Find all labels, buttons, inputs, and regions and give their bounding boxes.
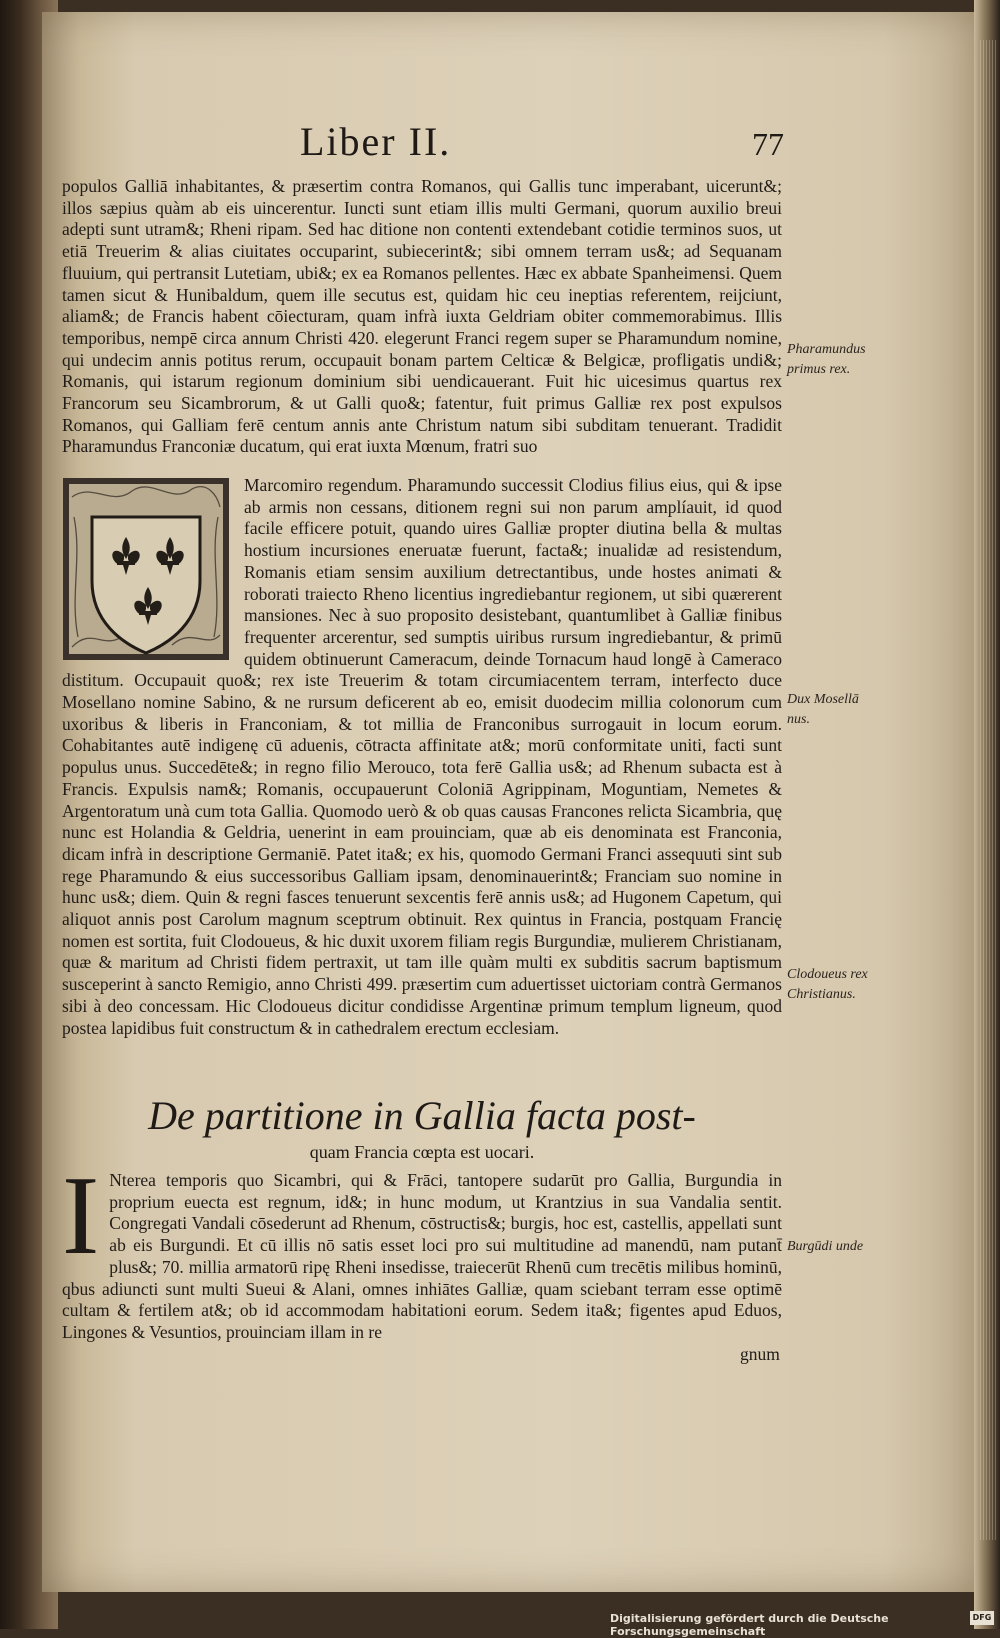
running-header: Liber II. [300, 119, 452, 164]
marginal-note-line: Christianus. [787, 987, 856, 1002]
section-heading: De partitione in Gallia facta post- [148, 1093, 696, 1138]
fleur-de-lis-shield-icon [62, 477, 230, 661]
catchword: gnum [740, 1344, 780, 1364]
marginal-note-line: primus rex. [787, 362, 851, 377]
paragraph-3: Nterea temporis quo Sicambri, qui & Frāci, tantopere sudarūt pro Gallia, Burgundia in proprium euecta est regnum, id&; in hunc modum, ut Krantzius in sua Vandalia sentit. Congregati Vandali cōsederunt ad Rhenum, cōstructis&; burgis, hoc est, castellis, appellati sunt ab eis Burgundi. Et cū illis nō satis esset loci pro sui multitudine ad manendū, nam putant̄ plus&; 70. millia armatorū ripę Rheni insedisse, traiecerūt Rhenū cum trecētis milibus hominū, qbus adiuncti sunt multi Sueui & Alani, omnes inhiātes Galliæ, quam sciebant terram esse optimē cultam & fertilem at&; ob id accommodam habitationi eorum. Sedem ita&; figentes apud Eduos, Lingones & Vesuntios, prouinciam illam in re [62, 1170, 782, 1342]
marginal-note-clodoueus [787, 965, 879, 1005]
main-text-block-2 [62, 475, 782, 1039]
marginal-note-line: Burgūdi unde [787, 1239, 864, 1254]
marginal-note-line: Dux Mosellā [787, 692, 859, 707]
digitization-credit: Digitalisierung gefördert durch die Deutsche Forschungsgemeinschaft [610, 1612, 889, 1638]
marginal-note-line: Pharamundus [787, 342, 866, 357]
marginal-note-line: Clodoueus rex [787, 967, 868, 982]
drop-capital: I [62, 1154, 100, 1278]
marginal-note-dux-mosellanus [787, 690, 879, 730]
coat-of-arms-woodcut [62, 477, 230, 661]
dfg-logo: DFG [970, 1611, 994, 1625]
marginal-note-pharamundus [787, 340, 879, 380]
page-edge-lines [980, 40, 996, 1540]
main-text-block-3 [62, 1154, 782, 1344]
paragraph-2: Marcomiro regendum. Pharamundo successit Clodius filius eius, qui & ipse ab armis non cessans, ditionem regni sui non parum amplíauit, id quod facile efficere potuit, quando uires Galliæ propter diutina bella & multas hostium incursiones eneruatæ fuerunt, facta&; inualidæ ad resistendum, Romanis etiam sensim auxilium detrectantibus, unde hostes animati & roborati traiecto Rheno licentius ingrediebantur regionem, ut sibi quærerent mansiones. Nec à suo proposito desistebant, quantumlibet à Galliæ finibus frequenter arcerentur, sed sumptis uiribus rursum ingrediebantur, & primū quidem obtinuerunt Cameracum, deinde Tornacum haud longē à Cameraco distitum. Occupauit quo&; rex iste Treuerim & totam circumiacentem terram, interfecto duce Mosellano nomine Sabino, & ne rursum deficerent ab eo, emisit duodecim millia colonorum cum uxoribus & liberis in Franconiam, & tot millia de Franconibus surrogauit in locum eorum. Cohabitantes autē indigenę cū aduenis, cōtracta affinitate at&; morū conformitate uniti, facti sunt populus unus. Succedēte&; in regno filio Merouco, tota ferē Gallia us&; ad Rhenum subacta est à Francis. Expulsis nam&; Romanis, occupauerunt Coloniā Agrippinam, Moguntiam, Nemetes & Argentoratum unà cum tota Gallia. Quomodo uerò & ob quas causas Francones relicta Sicambria, quę nunc est Holandia & Geldria, uenerint in eam prouinciam, quæ ab eis denominata est Franconia, dicam infrà in descriptione Germaniē. Patet ita&; ex his, quomodo Germani Franci assequuti sint sub rege Pharamundo & eius successoribus Galliam ipsam, denominauerint&; Franciam suo nomine in hunc us&; diem. Quin & regni fasces tenuerunt sexcentis ferē annis us&; ad Hugonem Capetum, qui aliquot annis post Carolum magnum sceptrum obtinuit. Rex quintus in Francia, postquam Francię nomen est sortita, fuit Clodoueus, & hic duxit uxorem filiam regis Burgundiæ, mulierem Christianam, quæ & maritum ad Christi fidem pertraxit, ut tam ille quàm multi ex subditis sacrum baptismum susceperint à sancto Remigio, anno Christi 499. præsertim cum aduertisset uictoriam contrà Germanos sibi à deo concessam. Hic Clodoueus dicitur condidisse Argentinæ primum templum ligneum, quod postea lapidibus fuit constructum & in cathedralem erectum ecclesiam. [62, 475, 782, 1038]
paragraph-1: populos Galliā inhabitantes, & præsertim contra Romanos, qui Gallis tunc imperabant, uicerunt&; illos sæpius quàm ab eis uincerentur. Iuncti sunt etiam illis multi Germani, quorum auxilio breui adepti sunt utram&; Rheni ripam. Sed hac ditione non contenti extendebant cotidie terminos suos, ut etiā Treuerim & alias ciuitates occuparint, subiecerint&; sibi omnem terram us&; ad Sequanam fluuium, qui pertransit Lutetiam, ubi&; ex ea Romanos pellentes. Hæc ex abbate Spanheimensi. Quem tamen sicut & Hunibaldum, quem ille secutus est, quidam hic ceu ineptias referentem, reijciunt, aliam&; de Francis habent cōiecturam, quam infrà iuxta Geldriam obiter commemorabimus. Illis temporibus, nempē circa annum Christi 420. elegerunt Franci regem super se Pharamundum nomine, qui undecim annis potitus rerum, occupauit bonam partem Celticæ & Belgicæ, profligatis undi&; Romanis, qui istarum regionum dominium sibi uendicauerant. Fuit hic uicesimus quartus rex Francorum seu Sicambrorum, & ut Galli quo&; fatentur, fuit primus Galliæ rex post expulsos Romanos, qui Galliam ferē centum annis ante Christum natum sibi subditam tenuerant. Tradidit Pharamundus Franconiæ ducatum, qui erat iuxta Mœnum, fratri suo [62, 176, 782, 457]
page-edges [974, 0, 1000, 1629]
marginal-note-burgundi [787, 1237, 879, 1257]
main-text-block-1 [62, 176, 782, 458]
marginal-note-line: nus. [787, 712, 810, 727]
folio-number: 77 [752, 126, 784, 162]
section-subheading: quam Francia cœpta est uocari. [309, 1142, 535, 1162]
